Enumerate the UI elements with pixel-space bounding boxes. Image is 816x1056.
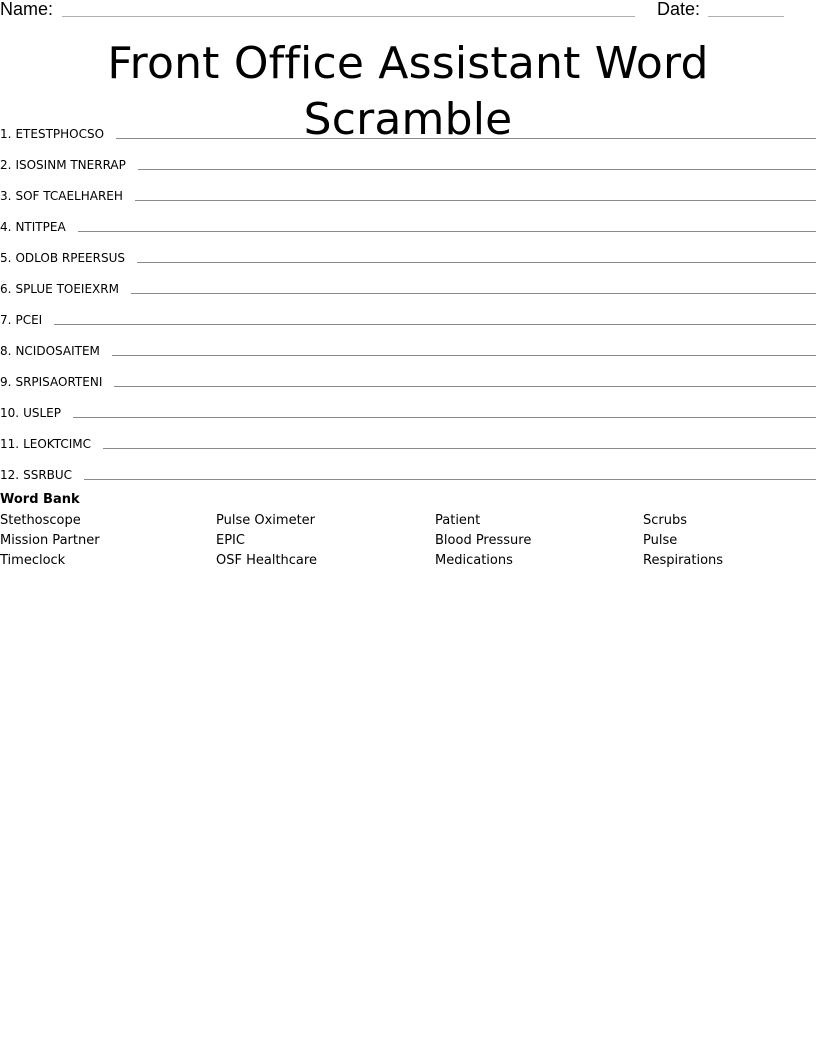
- answer-line[interactable]: [135, 199, 816, 201]
- word-bank-item: Patient: [435, 513, 481, 528]
- question-row: [0, 329, 816, 360]
- scrambled-word: LEOKTCIMC: [23, 437, 92, 451]
- scrambled-word: ODLOB RPEERSUS: [15, 251, 125, 265]
- word-bank-item: Timeclock: [0, 553, 66, 568]
- question-number: 12.: [0, 468, 20, 482]
- scrambled-word: PCEI: [15, 313, 43, 327]
- question-number: 8.: [0, 344, 12, 358]
- word-bank-item: Respirations: [643, 553, 724, 568]
- question-row: [0, 453, 816, 484]
- answer-line[interactable]: [84, 478, 816, 480]
- answer-line[interactable]: [112, 354, 816, 356]
- word-bank-grid: [0, 511, 816, 571]
- name-date-header: [0, 0, 816, 22]
- word-bank-item: OSF Healthcare: [216, 553, 317, 568]
- question-row: [0, 236, 816, 267]
- question-row: [0, 422, 816, 453]
- question-row: [0, 298, 816, 329]
- answer-line[interactable]: [131, 292, 816, 294]
- word-bank-item: Stethoscope: [0, 513, 81, 528]
- answer-line[interactable]: [73, 416, 816, 418]
- word-bank-item: Mission Partner: [0, 533, 100, 548]
- question-row: [0, 143, 816, 174]
- question-number: 3.: [0, 189, 12, 203]
- question-row: [0, 267, 816, 298]
- word-bank-item: Pulse: [643, 533, 678, 548]
- scrambled-word: NCIDOSAITEM: [15, 344, 100, 358]
- question-number: 6.: [0, 282, 12, 296]
- answer-line[interactable]: [116, 137, 816, 139]
- question-list: [0, 112, 816, 484]
- question-number: 4.: [0, 220, 12, 234]
- date-label: Date:: [657, 0, 701, 19]
- answer-line[interactable]: [103, 447, 816, 449]
- scrambled-word: SPLUE TOEIEXRM: [15, 282, 119, 296]
- name-field[interactable]: [62, 16, 635, 17]
- question-number: 1.: [0, 127, 12, 141]
- question-row: [0, 205, 816, 236]
- question-number: 5.: [0, 251, 12, 265]
- page-title: Front Office Assistant Word Scramble: [107, 38, 709, 145]
- scrambled-word: ISOSINM TNERRAP: [15, 158, 126, 172]
- question-row: [0, 360, 816, 391]
- word-bank-item: Pulse Oximeter: [216, 513, 316, 528]
- answer-line[interactable]: [114, 385, 816, 387]
- scrambled-word: SRPISAORTENI: [15, 375, 103, 389]
- question-number: 7.: [0, 313, 12, 327]
- answer-line[interactable]: [78, 230, 816, 232]
- date-field[interactable]: [708, 16, 784, 17]
- question-number: 11.: [0, 437, 20, 451]
- scrambled-word: SSRBUC: [23, 468, 73, 482]
- scrambled-word: SOF TCAELHAREH: [15, 189, 123, 203]
- scrambled-word: USLEP: [23, 406, 61, 420]
- question-number: 10.: [0, 406, 20, 420]
- scrambled-word: ETESTPHOCSO: [15, 127, 105, 141]
- question-number: 2.: [0, 158, 12, 172]
- word-bank: [0, 491, 816, 571]
- word-bank-item: Scrubs: [643, 513, 688, 528]
- question-row: [0, 112, 816, 143]
- word-bank-title: Word Bank: [0, 492, 80, 507]
- answer-line[interactable]: [138, 168, 816, 170]
- scrambled-word: NTITPEA: [15, 220, 66, 234]
- question-row: [0, 174, 816, 205]
- word-bank-item: Blood Pressure: [435, 533, 532, 548]
- question-number: 9.: [0, 375, 12, 389]
- answer-line[interactable]: [137, 261, 816, 263]
- word-bank-item: Medications: [435, 553, 513, 568]
- answer-line[interactable]: [54, 323, 816, 325]
- question-row: [0, 391, 816, 422]
- name-label: Name:: [0, 0, 54, 19]
- word-bank-item: EPIC: [216, 533, 245, 548]
